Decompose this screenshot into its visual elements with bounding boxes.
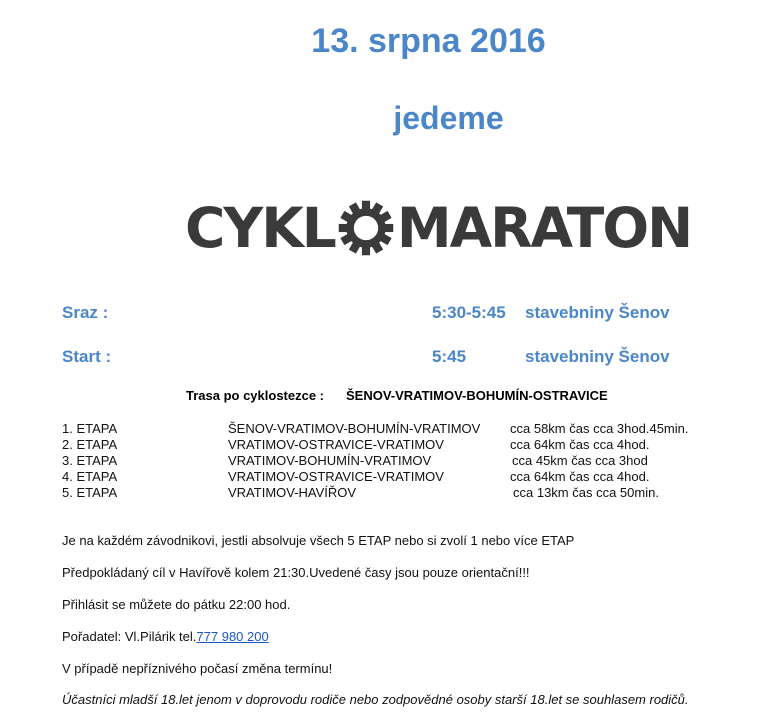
stage-1-route: ŠENOV-VRATIMOV-BOHUMÍN-VRATIMOV bbox=[228, 421, 481, 436]
route-label: Trasa po cyklostezce : bbox=[186, 388, 325, 403]
stage-2-name: 2. ETAPA bbox=[62, 437, 118, 452]
meeting-label: Sraz : bbox=[62, 303, 109, 322]
logo-text-start: CYKL bbox=[185, 196, 335, 260]
start-time: 5:45 bbox=[432, 347, 467, 366]
meeting-place: stavebniny Šenov bbox=[525, 303, 670, 322]
stage-2-route: VRATIMOV-OSTRAVICE-VRATIMOV bbox=[228, 437, 444, 452]
start-label: Start : bbox=[62, 347, 112, 366]
stage-1-info: cca 58km čas cca 3hod.45min. bbox=[510, 421, 689, 436]
note-finish: Předpokládaný cíl v Havířově kolem 21:30.Uvedené časy jsou pouze orientační!!! bbox=[62, 565, 530, 580]
headline: jedeme bbox=[393, 100, 504, 136]
route-value: ŠENOV-VRATIMOV-BOHUMÍN-OSTRAVICE bbox=[346, 388, 608, 403]
note-minors: Účastníci mladší 18.let jenom v doprovodu rodiče nebo zodpovědné osoby starší 18.let se souhlasem rodičů. bbox=[62, 692, 689, 707]
stage-3-info: cca 45km čas cca 3hod bbox=[512, 453, 648, 468]
stage-4-name: 4. ETAPA bbox=[62, 469, 118, 484]
cyklomaraton-logo bbox=[185, 198, 691, 258]
stage-5-name: 5. ETAPA bbox=[62, 485, 118, 500]
logo-text-end: MARATON bbox=[396, 196, 692, 260]
note-organizer bbox=[62, 629, 269, 644]
stage-2-info: cca 64km čas cca 4hod. bbox=[510, 437, 650, 452]
stage-5-route: VRATIMOV-HAVÍŘOV bbox=[228, 485, 357, 500]
note-weather: V případě nepříznivého počasí změna termínu! bbox=[62, 661, 333, 676]
stage-5-info: cca 13km čas cca 50min. bbox=[513, 485, 659, 500]
gear-icon bbox=[337, 199, 395, 257]
stage-3-route: VRATIMOV-BOHUMÍN-VRATIMOV bbox=[228, 453, 432, 468]
organizer-phone-link[interactable]: 777 980 200 bbox=[196, 629, 269, 644]
stage-4-route: VRATIMOV-OSTRAVICE-VRATIMOV bbox=[228, 469, 444, 484]
meeting-time: 5:30-5:45 bbox=[432, 303, 506, 322]
note-registration: Přihlásit se můžete do pátku 22:00 hod. bbox=[62, 597, 291, 612]
start-place: stavebniny Šenov bbox=[525, 347, 670, 366]
stage-4-info: cca 64km čas cca 4hod. bbox=[510, 469, 650, 484]
stage-3-name: 3. ETAPA bbox=[62, 453, 118, 468]
event-date: 13. srpna 2016 bbox=[311, 22, 546, 60]
organizer-label: Pořadatel: Vl.Pilárik tel. bbox=[62, 629, 197, 644]
stage-1-name: 1. ETAPA bbox=[62, 421, 118, 436]
note-stage-choice: Je na každém závodnikovi, jestli absolvuje všech 5 ETAP nebo si zvolí 1 nebo více ETAP bbox=[62, 533, 575, 548]
